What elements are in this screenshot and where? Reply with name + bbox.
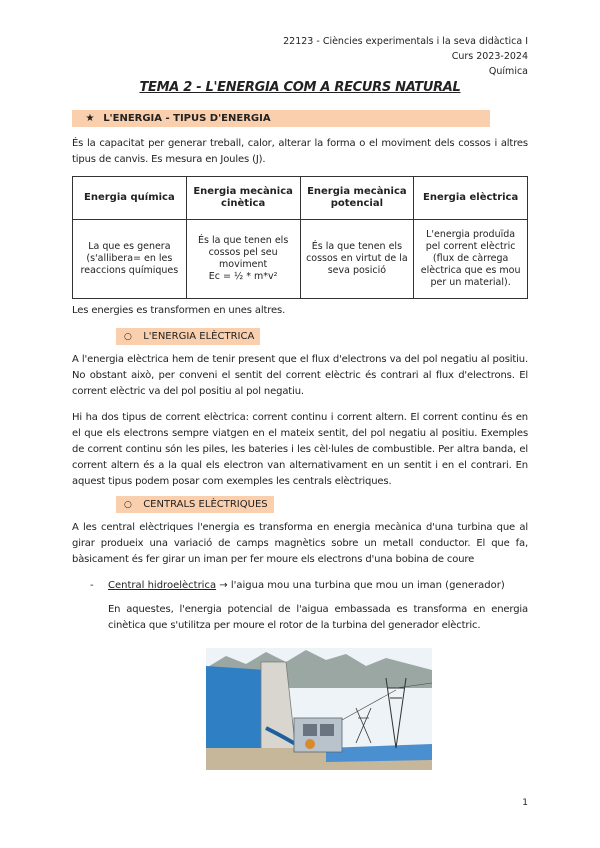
- turbine: [320, 724, 334, 736]
- table-header-row: [73, 177, 528, 220]
- turbine-wheel: [305, 739, 315, 749]
- table-header-cell: Energia mecànica cinètica: [186, 177, 300, 220]
- transform-sentence: Les energies es transformen en unes altres.: [72, 305, 286, 316]
- table-header-cell: Energia elèctrica: [414, 177, 528, 220]
- dash-bullet: -: [90, 580, 94, 591]
- table-cell-kinetic: [186, 220, 300, 299]
- table-header-cell: Energia mecànica potencial: [300, 177, 414, 220]
- star-icon: ★: [85, 113, 95, 124]
- table-cell: És la que tenen els cossos en virtut de la seva posició: [300, 220, 414, 299]
- list-item-hydro: [90, 578, 505, 594]
- electric-paragraph-1: A l'energia elèctrica hem de tenir present que el flux d'electrons va del pol negatiu al positiu. No obstant això, per conveni el sentit del corrent elèctric és contrari al flux d'electrons. El corrent elèctric va del pol positiu al pol negatiu.: [72, 354, 528, 397]
- subsection-heading-label: CENTRALS ELÈCTRIQUES: [143, 499, 268, 510]
- header-course-line: 22123 - Ciències experimentals i la seva didàctica I: [283, 36, 528, 47]
- page-title: TEMA 2 - L'ENERGIA COM A RECURS NATURAL: [139, 80, 461, 95]
- circle-bullet-icon: ○: [124, 332, 132, 342]
- electric-paragraph-2: Hi ha dos tipus de corrent elèctrica: corrent continu i corrent altern. El corrent continu és en el que els electrons sempre viatgen en el mateix sentit, del pol negatiu al positiu. Exemples de corrent continu són les piles, les bateries i les cèl·lules de combustible. Per altra banda, el corrent altern és a la qual els electron van alternativament en un sentit i en el contrari. En aquest tipus podem posar com exemples les centrals elèctriques.: [72, 412, 528, 487]
- table-header-cell: Energia química: [73, 177, 187, 220]
- intro-paragraph: És la capacitat per generar treball, calor, alterar la forma o el moviment dels cossos i altres tipus de canvis. Es mesura en Joules (J).: [72, 138, 528, 165]
- subsection-heading-label: L'ENERGIA ELÈCTRICA: [143, 331, 255, 342]
- header-year-line: Curs 2023-2024: [451, 51, 528, 62]
- hydro-plant-term: Central hidroelèctrica: [108, 580, 217, 591]
- course-header: [283, 34, 528, 79]
- subsection-heading-power-plants: [116, 496, 274, 513]
- hydroelectric-plant-illustration: [206, 648, 432, 770]
- table-row: [73, 220, 528, 299]
- circle-bullet-icon: ○: [124, 500, 132, 510]
- section-heading-label: L'ENERGIA - TIPUS D'ENERGIA: [103, 113, 271, 124]
- energy-types-table: [72, 176, 528, 299]
- header-subject-line: Química: [488, 66, 528, 77]
- power-plants-paragraph: A les central elèctriques l'energia es transforma en energia mecànica d'una turbina que al girar produeix una variació de camps magnètics sobre un metall conductor. El que fa, bàsicament és fer girar un iman per fer moure els electrons d'una bobina de coure: [72, 522, 528, 565]
- section-heading-energy-types: [72, 110, 490, 127]
- table-cell: La que es genera (s'allibera= en les reaccions químiques: [73, 220, 187, 299]
- page-number: 1: [522, 798, 528, 808]
- generator: [303, 724, 317, 736]
- kinetic-formula: Ec = ½ * m*v²: [208, 271, 278, 282]
- table-cell: L'energia produïda pel corrent elèctric (flux de càrrega elèctrica que es mou per un material).: [414, 220, 528, 299]
- hydro-paragraph: En aquestes, l'energia potencial de l'aigua embassada es transforma en energia cinètica que s'utilitza per moure el rotor de la turbina del generador elèctric.: [108, 604, 528, 631]
- kinetic-description: És la que tenen els cossos pel seu moviment: [197, 235, 289, 270]
- subsection-heading-electric-energy: [116, 328, 260, 345]
- hydro-plant-description: → l'aigua mou una turbina que mou un iman (generador): [216, 580, 505, 591]
- powerhouse: [294, 718, 342, 752]
- reservoir-water: [206, 666, 266, 748]
